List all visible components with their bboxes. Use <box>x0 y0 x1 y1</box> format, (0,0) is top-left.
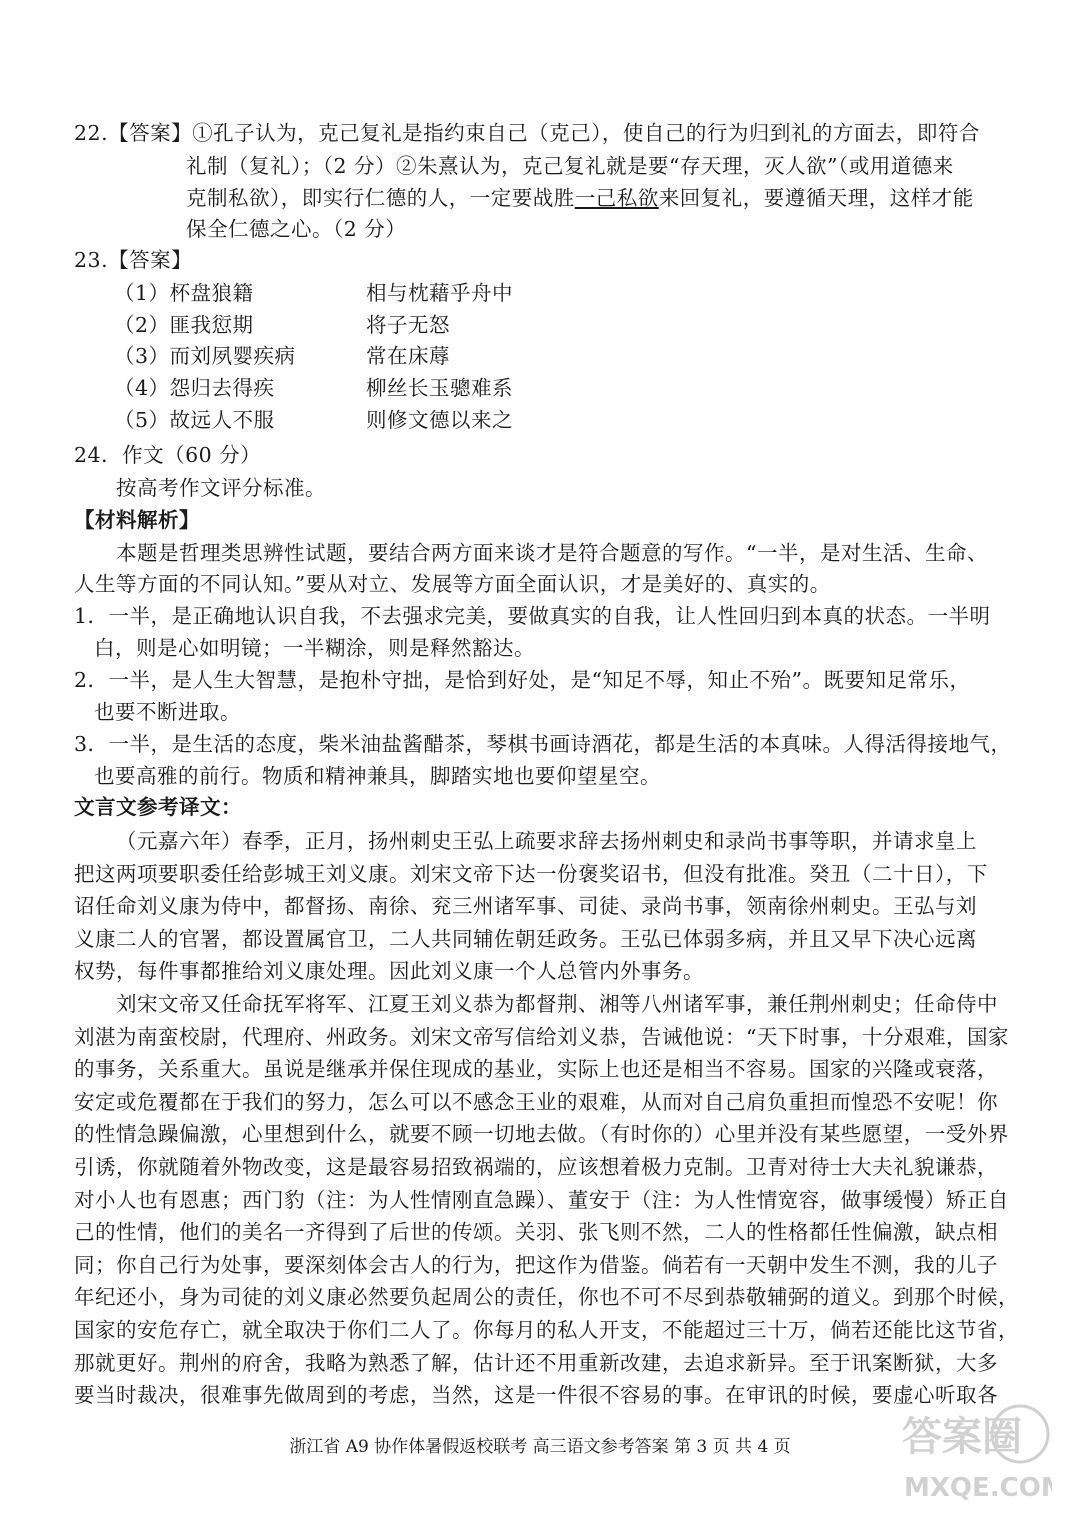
page-footer: 浙江省 A9 协作体暑假返校联考 高三语文参考答案 第 3 页 共 4 页 <box>289 1437 791 1457</box>
watermark-logo <box>892 1392 1052 1512</box>
q23-answer-tag: 【答案】 <box>108 248 193 272</box>
q23-row-number: （1） <box>114 281 170 305</box>
translation-line: 同；你自己行为处事，要深刻体会古人的行为，把这作为借鉴。倘若有一天朝中发生不测，我的儿子 <box>74 1252 998 1277</box>
q23-row-number: （4） <box>114 376 170 400</box>
watermark-text-1: 答案圈 <box>902 1414 1022 1460</box>
q23-row-second-half: 则修文德以来之 <box>366 408 513 432</box>
material-item-2a: 2．一半，是人生大智慧，是抱朴守拙，是恰到好处，是“知足不辱，知止不殆”。既要知足常乐， <box>74 668 971 692</box>
material-item-2b: 也要不断进取。 <box>94 700 241 724</box>
translation-line: 权势，每件事都推给刘义康处理。因此刘义康一个人总管内外事务。 <box>74 959 704 984</box>
translation-line: 的事务，关系重大。虽说是继承并保住现成的基业，实际上也还是相当不容易。国家的兴隆或衰落， <box>74 1057 998 1082</box>
material-item-3a: 3．一半，是生活的态度，柴米油盐酱醋茶，琴棋书画诗酒花，都是生活的本真味。人得活得接地气， <box>74 732 1012 756</box>
q23-row-first-half: 而刘夙婴疾病 <box>169 344 296 368</box>
q22-line-1 <box>74 118 980 148</box>
translation-line: 的性情急躁偏激，心里想到什么，就要不顾一切地去做。（有时你的）心里并没有某些愿望，一受外界 <box>74 1122 1009 1147</box>
translation-heading: 文言文参考译文： <box>74 795 242 819</box>
q23-row-first-half: 怨归去得疾 <box>169 376 275 400</box>
q23-row-second-half: 常在床蓐 <box>366 344 450 368</box>
translation-line: 对小人也有恩惠；西门豹（注：为人性情刚直急躁）、董安于（注：为人性情宽容，做事缓慢）矫正自 <box>74 1187 1009 1212</box>
q23-number: 23. <box>74 248 109 272</box>
translation-line: 那就更好。荆州的府舍，我略为熟悉了解，估计还不用重新改建，去追求新异。至于讯案断狱，大多 <box>74 1350 998 1375</box>
watermark-graphic <box>892 1392 1052 1512</box>
q22-text-1: ①孔子认为，克己复礼是指约束自己（克己），使自己的行为归到礼的方面去，即符合 <box>192 121 980 145</box>
q23-row <box>114 341 450 371</box>
q23-row <box>114 405 513 435</box>
material-para-1: 本题是哲理类思辨性试题，要结合两方面来谈才是符合题意的写作。“一半，是对生活、生命、 <box>116 541 988 565</box>
q23-heading <box>74 245 192 275</box>
q22-text-3a: 克制私欲），即实行仁德的人，一定要战胜 <box>186 186 575 210</box>
q23-row <box>114 373 513 403</box>
translation-line: 刘宋文帝又任命抚军将军、江夏王刘义恭为都督荆、湘等八州诸军事，兼任荆州刺史；任命侍中 <box>116 992 998 1016</box>
watermark-text-2: MXQE.COM <box>904 1473 1052 1503</box>
q23-row-number: （3） <box>114 344 170 368</box>
translation-line: （元嘉六年）春季，正月，扬州刺史王弘上疏要求辞去扬州刺史和录尚书事等职，并请求皇上 <box>116 829 977 853</box>
translation-line: 刘湛为南蛮校尉，代理府、州政务。刘宋文帝写信给刘义恭，告诫他说：“天下时事，十分艰难，国家 <box>74 1024 1009 1049</box>
q22-answer-tag: 【答案】 <box>108 121 193 145</box>
translation-line: 安定或危覆都在于我们的努力，怎么可以不感念王业的艰难，从而对自己肩负重担而惶恐不安呢！你 <box>74 1089 998 1114</box>
translation-line: 要当时裁决，很难事先做周到的考虑，当然，这是一件很不容易的事。在审讯的时候，要虚心听取各 <box>74 1383 998 1408</box>
material-heading: 【材料解析】 <box>74 508 200 532</box>
q23-row <box>114 278 513 308</box>
q22-text-3b: 来回复礼，要遵循天理，这样才能 <box>658 186 974 210</box>
translation-line: 把这两项要职委任给彭城王刘义康。刘宋文帝下达一份褒奖诏书，但没有批准。癸丑（二十日），下 <box>74 861 988 886</box>
q23-row-number: （5） <box>114 408 170 432</box>
q23-row-number: （2） <box>114 313 170 337</box>
material-item-1b: 白，则是心如明镜；一半糊涂，则是释然豁达。 <box>94 636 535 660</box>
q22-underlined-phrase: 一己私欲 <box>574 186 659 210</box>
q23-row-first-half: 故远人不服 <box>169 408 275 432</box>
q23-row-second-half: 将子无怒 <box>366 313 450 337</box>
translation-line: 国家的安危存亡，就全取决于你们二人了。你每月的私人开支，不能超过三十万，倘若还能比这节省， <box>74 1318 1019 1342</box>
q22-line-2: 礼制（复礼）；（2 分）②朱熹认为，克己复礼就是要“存天理，灭人欲”（或用道德来 <box>186 154 954 178</box>
q22-line-3 <box>186 183 974 213</box>
q23-row <box>114 310 450 340</box>
q23-row-second-half: 相与枕藉乎舟中 <box>366 281 513 305</box>
translation-line: 年纪还小，身为司徒的刘义康必然要负起周公的责任，你也不可不尽到恭敬辅弼的道义。到那个时候， <box>74 1285 1019 1310</box>
material-item-1a: 1．一半，是正确地认识自我，不去强求完美，要做真实的自我，让人性回归到本真的状态。一半明 <box>74 604 991 628</box>
q23-row-second-half: 柳丝长玉骢难系 <box>366 376 513 400</box>
q24-line: 按高考作文评分标准。 <box>116 476 326 500</box>
material-item-3b: 也要高雅的前行。物质和精神兼具，脚踏实地也要仰望星空。 <box>94 764 661 788</box>
translation-line: 诏任命刘义康为侍中，都督扬、南徐、兖三州诸军事、司徒、录尚书事，领南徐州刺史。王弘与刘 <box>74 894 977 919</box>
q22-number: 22. <box>74 121 109 145</box>
q22-line-4: 保全仁德之心。（2 分） <box>186 217 407 241</box>
material-para-2: 人生等方面的不同认知。”要从对立、发展等方面全面认识，才是美好的、真实的。 <box>74 572 831 596</box>
q23-row-first-half: 杯盘狼籍 <box>169 281 254 305</box>
q24-title: 24．作文（60 分） <box>74 443 262 467</box>
translation-line: 己的性情，他们的美名一齐得到了后世的传颂。关羽、张飞则不然，二人的性格都任性偏激，缺点相 <box>74 1220 998 1245</box>
q23-row-first-half: 匪我愆期 <box>169 313 254 337</box>
translation-line: 义康二人的官署，都设置属官卫，二人共同辅佐朝廷政务。王弘已体弱多病，并且又早下决心远离 <box>74 926 977 951</box>
translation-line: 引诱，你就随着外物改变，这是最容易招致祸端的，应该想着极力克制。卫青对待士大夫礼貌谦恭， <box>74 1155 998 1179</box>
